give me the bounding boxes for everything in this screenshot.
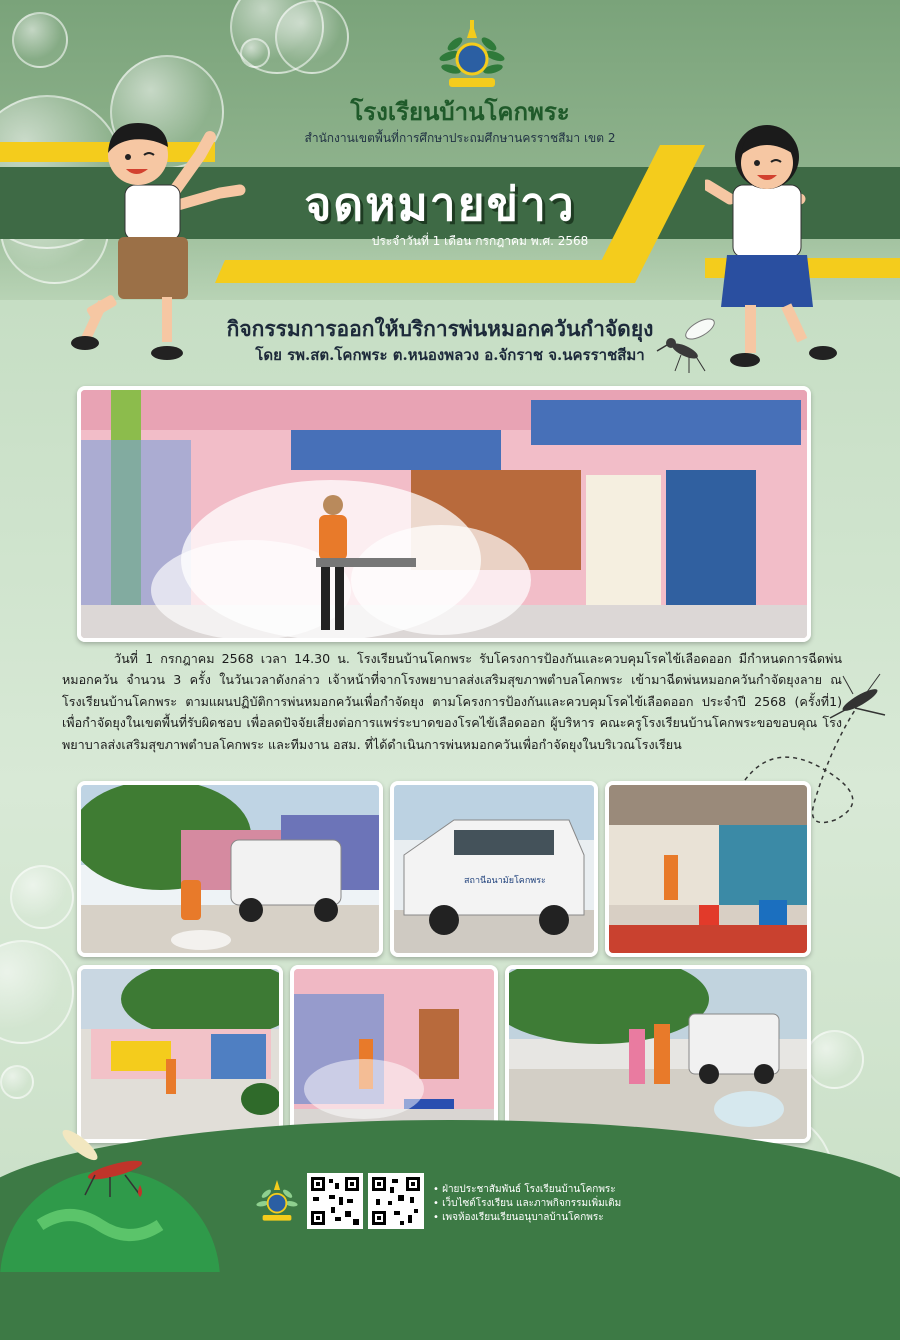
newsletter-title: จดหมายข่าว — [304, 177, 576, 231]
footer-line-pr: • ฝ่ายประชาสัมพันธ์ โรงเรียนบ้านโคกพระ — [433, 1183, 673, 1197]
cartoon-girl-illustration — [705, 115, 855, 375]
footer-school-logo-icon — [255, 1175, 299, 1225]
school-logo-icon — [437, 14, 507, 94]
qr-code-facebook-page[interactable] — [368, 1173, 424, 1229]
issue-date: ประจำวันที่ 1 เดือน กรกฎาคม พ.ศ. 2568 — [371, 234, 589, 248]
bubble-decoration — [805, 1030, 864, 1089]
photo-fogging-near-truck — [77, 781, 383, 957]
mosquito-icon — [655, 315, 725, 375]
photo-fogging-building-exterior — [77, 965, 283, 1143]
footer — [0, 1150, 900, 1272]
photo-fogging-cafeteria — [605, 781, 811, 957]
bubble-decoration — [12, 12, 68, 68]
footer-line-website: • เว็บไซต์โรงเรียน และภาพกิจกรรมเพิ่มเติม — [433, 1197, 673, 1211]
photo-team-with-truck — [505, 965, 811, 1143]
bubble-decoration — [10, 865, 74, 929]
school-name: โรงเรียนบ้านโคกพระ — [350, 97, 570, 126]
footer-info-list — [433, 1183, 673, 1225]
bubble-decoration — [275, 0, 349, 74]
education-office-name: สำนักงานเขตพื้นที่การศึกษาประถมศึกษานครราชสีมา เขต 2 — [304, 131, 616, 145]
main-photo-fogging-hallway — [77, 386, 811, 642]
qr-code-website[interactable] — [307, 1173, 363, 1229]
news-body-text: วันที่ 1 กรกฎาคม 2568 เวลา 14.30 น. โรงเรียนบ้านโคกพระ รับโครงการป้องกันและควบคุมโรคไข้เลือดออก มีกำหนดการฉีดพ่นหมอกควัน จำนวน 3 ครั้ง ในวันเวลาดังกล่าว เจ้าหน้าที่จากโรงพยาบาลส่งเสริมสุขภาพตำบลโคกพระ เข้ามาฉีดพ่นหมอกควันกำจัดยุงลาย ณ โรงเรียนบ้านโคกพระ ตามแผนปฏิบัติการพ่นหมอกควันเพื่อกำจัดยุง ตามโครงการป้องกันและควบคุมโรคไข้เลือดออก ประจำปี 2568 (ครั้งที่1) เพื่อกำจัดยุงในเขตพื้นที่รับผิดชอบ เพื่อลดปัจจัยเสี่ยงต่อการแพร่ระบาดของโรคไข้เลือดออก ผู้บริหาร คณะครูโรงเรียนบ้านโคกพระขอขอบคุณ โรงพยาบาลส่งเสริมสุขภาพตำบลโคกพระ และทีมงาน อสม. ที่ได้ดำเนินการพ่นหมอกควันเพื่อกำจัดยุงในบริเวณโรงเรียน — [62, 651, 842, 752]
activity-title: กิจกรรมการออกให้บริการพ่นหมอกควันกำจัดยุง — [226, 316, 654, 341]
bubble-decoration — [0, 1065, 34, 1099]
bubble-decoration — [240, 38, 270, 68]
photo-fogging-corridor — [290, 965, 498, 1143]
footer-line-page: • เพจห้องเรียนเรียนอนุบาลบ้านโคกพระ — [433, 1211, 673, 1225]
photo-health-station-truck — [390, 781, 598, 957]
activity-subtitle: โดย รพ.สต.โคกพระ ต.หนองพลวง อ.จักราช จ.นครราชสีมา — [255, 346, 645, 364]
truck-side-label: สถานีอนามัยโคกพระ — [464, 876, 546, 886]
